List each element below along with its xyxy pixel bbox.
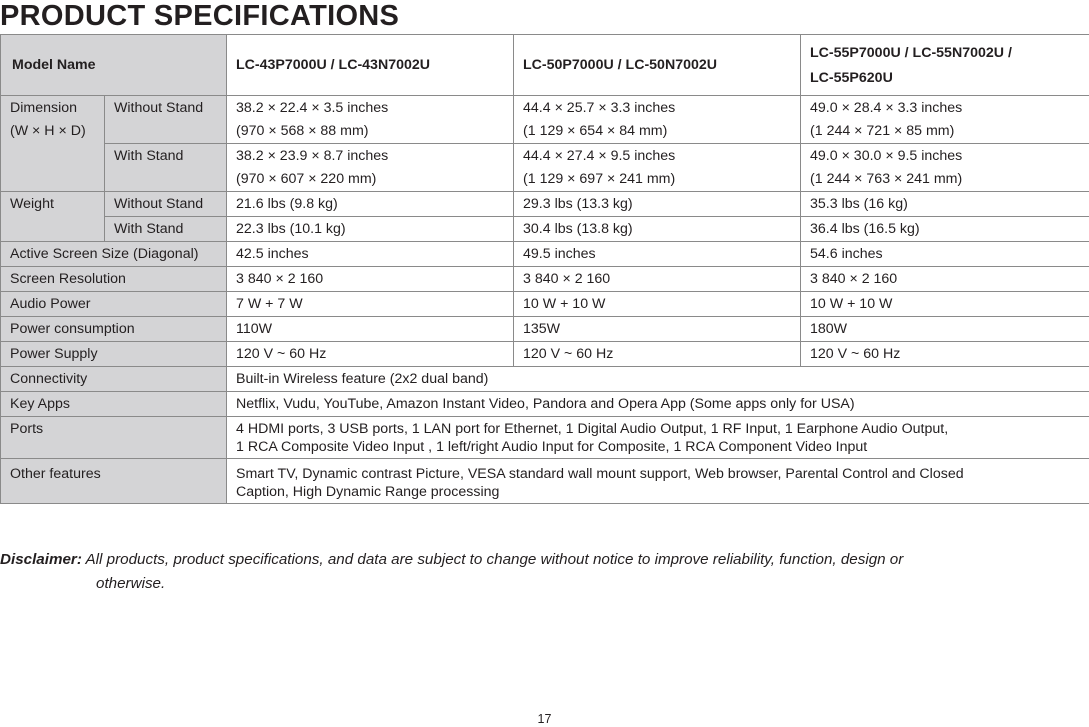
table-cell: 21.6 lbs (9.8 kg) <box>227 192 514 217</box>
weight-without-stand-label: Without Stand <box>105 192 227 217</box>
weight-with-stand-label: With Stand <box>105 217 227 242</box>
table-row <box>1 242 1089 267</box>
page-title: PRODUCT SPECIFICATIONS <box>0 0 400 32</box>
ports-value: 4 HDMI ports, 3 USB ports, 1 LAN port for Ethernet, 1 Digital Audio Output, 1 RF Input, 1 Earphone Audio Output, 1 RCA Composite Video Input , 1 left/right Audio Input for Composite, 1 RCA Component Video Input <box>227 417 1089 459</box>
disclaimer-text: All products, product specifications, and data are subject to change without notice to improve reliability, function, design or <box>85 551 904 568</box>
table-cell: 49.5 inches <box>514 242 801 267</box>
table-row <box>1 392 1089 417</box>
table-row <box>1 417 1089 459</box>
table-row <box>1 292 1089 317</box>
table-cell: 29.3 lbs (13.3 kg) <box>514 192 801 217</box>
other-features-label: Other features <box>1 459 227 504</box>
table-cell: 44.4 × 25.7 × 3.3 inches (1 129 × 654 × 84 mm) <box>514 96 801 144</box>
table-cell: 38.2 × 23.9 × 8.7 inches (970 × 607 × 220 mm) <box>227 144 514 192</box>
table-row <box>1 96 1089 144</box>
table-cell: 120 V ~ 60 Hz <box>514 342 801 367</box>
key-apps-label: Key Apps <box>1 392 227 417</box>
row-label: Active Screen Size (Diagonal) <box>1 242 227 267</box>
weight-label: Weight <box>1 192 105 242</box>
table-cell: 120 V ~ 60 Hz <box>801 342 1089 367</box>
model-column-3: LC-55P7000U / LC-55N7002U / LC-55P620U <box>801 35 1089 96</box>
table-cell: 120 V ~ 60 Hz <box>227 342 514 367</box>
row-label: Screen Resolution <box>1 267 227 292</box>
table-cell: 38.2 × 22.4 × 3.5 inches (970 × 568 × 88 mm) <box>227 96 514 144</box>
page-number: 17 <box>537 712 552 726</box>
table-cell: 36.4 lbs (16.5 kg) <box>801 217 1089 242</box>
table-row <box>1 267 1089 292</box>
disclaimer-lead: Disclaimer: <box>0 551 82 568</box>
table-row <box>1 217 1089 242</box>
table-header-row <box>1 35 1089 96</box>
table-cell: 10 W + 10 W <box>801 292 1089 317</box>
model-column-2: LC-50P7000U / LC-50N7002U <box>514 35 801 96</box>
row-label: Power Supply <box>1 342 227 367</box>
other-features-value: Smart TV, Dynamic contrast Picture, VESA standard wall mount support, Web browser, Parental Control and Closed Caption, High Dynamic Range processing <box>227 459 1089 504</box>
table-cell: 54.6 inches <box>801 242 1089 267</box>
row-label: Audio Power <box>1 292 227 317</box>
table-row <box>1 192 1089 217</box>
dimension-without-stand-label: Without Stand <box>105 96 227 144</box>
table-cell: 135W <box>514 317 801 342</box>
ports-label: Ports <box>1 417 227 459</box>
table-row <box>1 367 1089 392</box>
table-cell: 44.4 × 27.4 × 9.5 inches (1 129 × 697 × 241 mm) <box>514 144 801 192</box>
table-cell: 49.0 × 28.4 × 3.3 inches (1 244 × 721 × 85 mm) <box>801 96 1089 144</box>
table-cell: 110W <box>227 317 514 342</box>
table-cell: 7 W + 7 W <box>227 292 514 317</box>
table-cell: 35.3 lbs (16 kg) <box>801 192 1089 217</box>
table-row <box>1 342 1089 367</box>
table-row <box>1 317 1089 342</box>
disclaimer-continuation: otherwise. <box>96 575 166 592</box>
table-cell: 30.4 lbs (13.8 kg) <box>514 217 801 242</box>
connectivity-label: Connectivity <box>1 367 227 392</box>
specifications-table <box>0 34 1089 504</box>
table-cell: 3 840 × 2 160 <box>514 267 801 292</box>
table-row <box>1 459 1089 504</box>
row-label: Power consumption <box>1 317 227 342</box>
table-cell: 10 W + 10 W <box>514 292 801 317</box>
table-row <box>1 144 1089 192</box>
disclaimer <box>0 548 1085 596</box>
dimension-label: Dimension (W × H × D) <box>1 96 105 192</box>
table-cell: 3 840 × 2 160 <box>227 267 514 292</box>
key-apps-value: Netflix, Vudu, YouTube, Amazon Instant Video, Pandora and Opera App (Some apps only for USA) <box>227 392 1089 417</box>
table-cell: 42.5 inches <box>227 242 514 267</box>
table-cell: 3 840 × 2 160 <box>801 267 1089 292</box>
model-name-label: Model Name <box>1 35 227 96</box>
table-cell: 180W <box>801 317 1089 342</box>
connectivity-value: Built-in Wireless feature (2x2 dual band) <box>227 367 1089 392</box>
model-column-1: LC-43P7000U / LC-43N7002U <box>227 35 514 96</box>
table-cell: 22.3 lbs (10.1 kg) <box>227 217 514 242</box>
table-cell: 49.0 × 30.0 × 9.5 inches (1 244 × 763 × 241 mm) <box>801 144 1089 192</box>
dimension-with-stand-label: With Stand <box>105 144 227 192</box>
